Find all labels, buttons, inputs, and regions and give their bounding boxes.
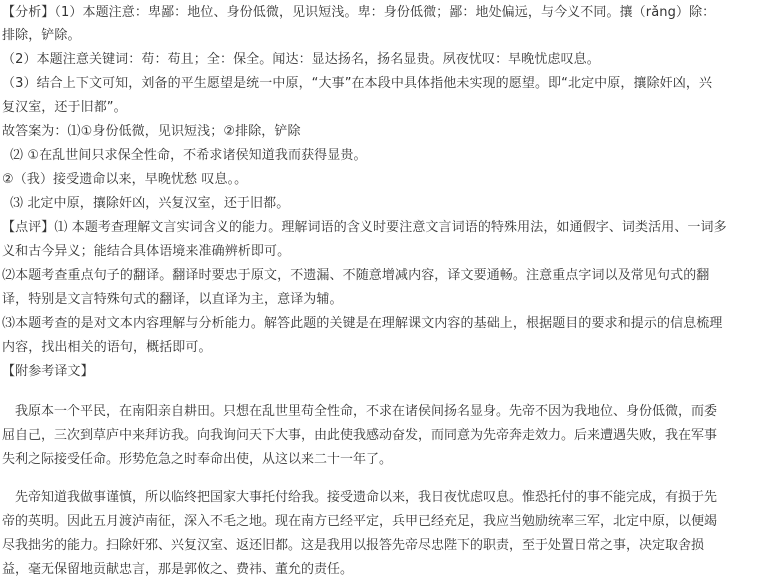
- translation-heading: 【附参考译文】: [2, 364, 94, 379]
- translation-p1-line-3: 失利之际接受任命。形势危急之时奉命出使，从这以来二十一年了。: [2, 452, 393, 467]
- comment-line-1: 【点评】⑴ 本题考查理解文言实词含义的能力。理解词语的含义时要注意文言词语的特殊用法，如通假字、词类活用、一词多: [2, 220, 727, 235]
- analysis-line-5: 复汉室，还于旧都”。: [2, 100, 127, 115]
- comment-line-4: 译，特别是文言特殊句式的翻译，以直译为主，意译为辅。: [2, 292, 343, 307]
- analysis-line-1: 【分析】（1）本题注意：卑鄙：地位、身份低微，见识短浅。卑：身份低微；鄙：地处偏远，与今义不同。攘（rǎng）除：: [2, 5, 716, 20]
- translation-p1-line-1: 我原本一个平民，在南阳亲自耕田。只想在乱世里苟全性命，不求在诸侯间扬名显身。先帝不因为我地位、身份低微，而委: [2, 404, 718, 419]
- translation-p2-line-2: 帝的英明。因此五月渡泸南征，深入不毛之地。现在南方已经平定，兵甲已经充足，我应当勉励统率三军，北定中原，以便竭: [2, 514, 718, 529]
- answer-line-1: 故答案为：⑴①身份低微，见识短浅；②排除，铲除: [2, 124, 301, 139]
- comment-line-3: ⑵本题考查重点句子的翻译。翻译时要忠于原文，不遗漏、不随意增减内容，译文要通畅。注意重点字词以及常见句式的翻: [2, 268, 710, 283]
- answer-line-4: ⑶ 北定中原，攘除奸凶，兴复汉室，还于旧都。: [10, 196, 290, 211]
- comment-line-6: 内容，找出相关的语句，概括即可。: [2, 340, 212, 355]
- analysis-line-3: （2）本题注意关键词：苟：苟且；全：保全。闻达：显达扬名，扬名显贵。夙夜忧叹：早晚忧虑叹息。: [2, 52, 600, 67]
- translation-p2-line-1: 先帝知道我做事谨慎，所以临终把国家大事托付给我。接受遗命以来，我日夜忧虑叹息。惟恐托付的事不能完成，有损于先: [2, 490, 718, 505]
- answer-line-2: ⑵ ①在乱世间只求保全性命，不希求诸侯知道我而获得显贵。: [10, 148, 367, 163]
- answer-line-3: ②（我）接受遗命以来，早晚忧愁 叹息。。: [2, 172, 248, 187]
- comment-line-2: 义和古今异义；能结合具体语境来准确辨析即可。: [2, 244, 291, 259]
- analysis-line-2: 排除，铲除。: [2, 28, 81, 43]
- comment-line-5: ⑶本题考查的是对文本内容理解与分析能力。解答此题的关键是在理解课文内容的基础上，根据题目的要求和提示的信息梳理: [2, 316, 723, 331]
- translation-p2-line-4: 益，毫无保留地贡献忠言，那是郭攸之、费祎、董允的责任。: [2, 562, 354, 577]
- analysis-line-4: （3）结合上下文可知，刘备的平生愿望是统一中原，“大事”在本段中具体指他未实现的愿望。即“北定中原，攘除奸凶，兴: [2, 76, 713, 91]
- translation-p1-line-2: 屈自己，三次到草庐中来拜访我。向我询问天下大事，由此使我感动奋发，而同意为先帝奔走效力。后来遭遇失败，我在军事: [2, 428, 718, 443]
- translation-p2-line-3: 尽我拙劣的能力。扫除奸邪、兴复汉室、返还旧都。这是我用以报答先帝尽忠陛下的职责，至于处置日常之事，决定取舍损: [2, 538, 705, 553]
